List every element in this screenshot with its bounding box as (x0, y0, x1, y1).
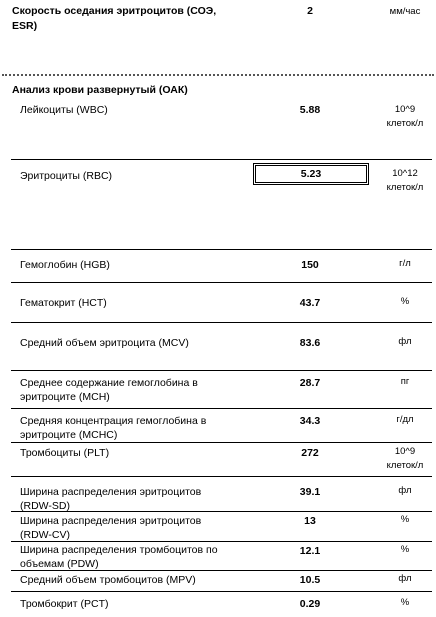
row-divider (11, 322, 432, 323)
row-rdwcv-value: 13 (304, 515, 316, 527)
row-hct-value: 43.7 (299, 297, 321, 309)
row-rdwsd-value: 39.1 (299, 486, 321, 498)
row-divider (11, 476, 432, 477)
row-mpv-name: Средний объем тромбоцитов (MPV) (20, 574, 196, 586)
row-hgb-value: 150 (301, 259, 319, 271)
row-mch-value: 28.7 (299, 377, 321, 389)
row-hgb-unit: г/л (399, 258, 411, 269)
row-mcv-unit: фл (398, 336, 412, 347)
row-mchc-unit: г/дл (396, 414, 414, 425)
row-divider (11, 408, 432, 409)
row-divider (11, 282, 432, 283)
row-divider (11, 570, 432, 571)
row-mch-unit: пг (400, 376, 410, 387)
row-rdwsd-unit: фл (398, 485, 412, 496)
row-pct-unit: % (400, 597, 410, 608)
row-hgb-name: Гемоглобин (HGB) (20, 259, 110, 271)
row-plt-value: 272 (301, 447, 319, 459)
section-title: Анализ крови развернутый (ОАК) (12, 84, 188, 96)
row-plt-name: Тромбоциты (PLT) (20, 447, 110, 459)
section-divider (2, 74, 434, 76)
row-hct-unit: % (400, 296, 410, 307)
row-mcv-value: 83.6 (299, 337, 321, 349)
esr-name: Скорость оседания эритроцитов (СОЭ, ESR) (12, 5, 217, 32)
row-rbc-name: Эритроциты (RBC) (20, 170, 113, 182)
row-divider (11, 511, 432, 512)
row-divider (11, 370, 432, 371)
row-pdw-unit: % (400, 544, 410, 555)
row-divider (11, 541, 432, 542)
row-divider (11, 442, 432, 443)
esr-unit: мм/час (389, 6, 421, 17)
row-divider (11, 159, 432, 160)
row-wbc-value: 5.88 (299, 104, 321, 116)
row-rdwcv-unit: % (400, 514, 410, 525)
row-plt-unit: 10^9 клеток/л (386, 446, 424, 471)
esr-value: 2 (307, 5, 313, 17)
row-divider (11, 249, 432, 250)
row-hct-name: Гематокрит (HCT) (20, 297, 107, 309)
row-pct-name: Тромбокрит (PCT) (20, 598, 109, 610)
row-rdwcv-name: Ширина распределения эритроцитов (RDW-CV) (20, 515, 202, 541)
row-wbc-name: Лейкоциты (WBC) (20, 104, 108, 116)
row-pdw-name: Ширина распределения тромбоцитов по объемам (PDW) (20, 544, 218, 570)
row-rdwsd-name: Ширина распределения эритроцитов (RDW-SD) (20, 486, 202, 512)
row-mchc-name: Средняя концентрация гемоглобина в эритроците (MCHC) (20, 415, 207, 441)
row-rbc-unit: 10^12 клеток/л (386, 168, 424, 193)
row-wbc-unit: 10^9 клеток/л (386, 104, 424, 129)
row-mpv-value: 10.5 (299, 574, 321, 586)
row-pdw-value: 12.1 (299, 545, 321, 557)
row-pct-value: 0.29 (299, 598, 321, 610)
row-mchc-value: 34.3 (299, 415, 321, 427)
row-divider (11, 591, 432, 592)
row-mpv-unit: фл (398, 573, 412, 584)
row-rbc-value: 5.23 (253, 163, 369, 185)
row-mch-name: Среднее содержание гемоглобина в эритроците (MCH) (20, 377, 198, 403)
row-mcv-name: Средний объем эритроцита (MCV) (20, 337, 189, 349)
